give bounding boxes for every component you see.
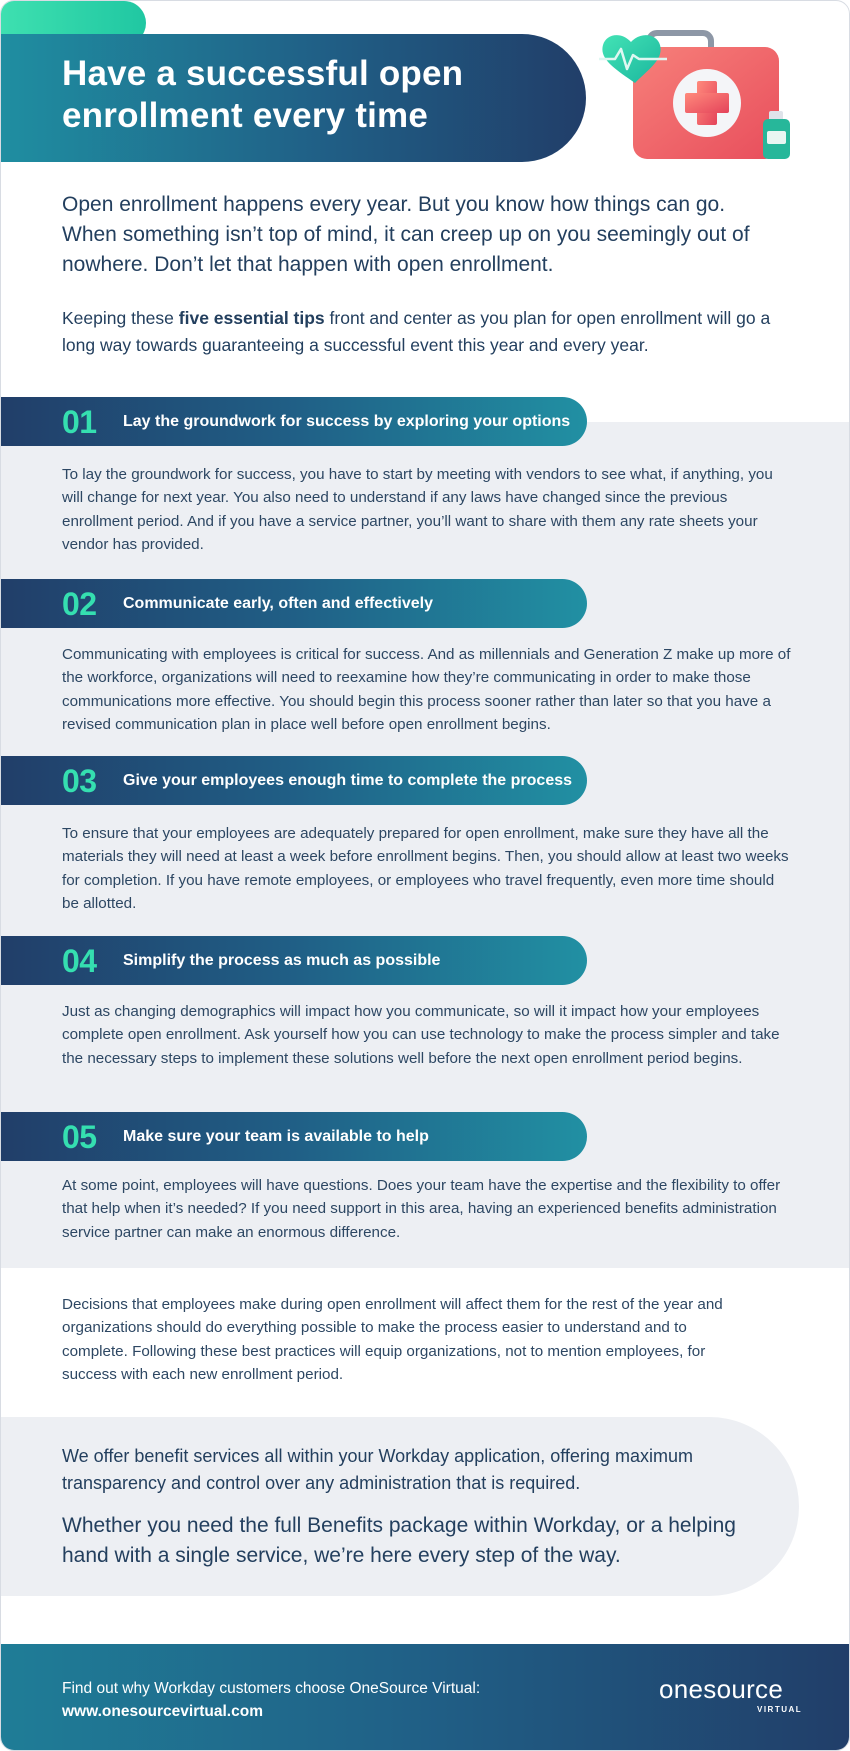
tip-body-1: To lay the groundwork for success, you have to start by meeting with vendors to see what, if anything, you will change for next year. You also need to understand if any laws have changed since the previous enrollment period. And if you have a service partner, you’ll want to share with them any rate sheets your vendor has provided. bbox=[62, 466, 773, 553]
tip-number: 05 bbox=[62, 1119, 97, 1155]
tip-header-1 bbox=[1, 397, 587, 446]
tip-header-2 bbox=[1, 579, 587, 628]
brand-logo: onesource bbox=[659, 1674, 784, 1704]
page-title bbox=[62, 53, 562, 137]
tip-body-2: Communicating with employees is critical for success. And as millennials and Generation Z make up more of the workforce, organizations will need to reexamine how they’re communicating in order to make those communications more effective. You should begin this process sooner rather than later so that you have a revised communication plan in place well before open enrollment begins. bbox=[62, 646, 791, 733]
tip-header-4 bbox=[1, 936, 587, 985]
first-aid-kit-icon bbox=[597, 29, 807, 169]
brand-logo-sub: VIRTUAL bbox=[757, 1705, 803, 1714]
tip-header-5 bbox=[1, 1112, 587, 1161]
tip-number: 01 bbox=[62, 404, 97, 440]
intro-tips-before: Keeping these bbox=[62, 308, 179, 328]
tip-title: Make sure your team is available to help bbox=[123, 1128, 429, 1145]
tip-title: Lay the groundwork for success by exploring your options bbox=[123, 413, 571, 430]
footer-url-link[interactable]: www.onesourcevirtual.com bbox=[62, 1703, 263, 1720]
tip-header-3 bbox=[1, 756, 587, 805]
tip-body-3: To ensure that your employees are adequately prepared for open enrollment, make sure they have all the materials they will need at least a week before enrollment begins. Then, you should allow at least two weeks for completion. If you have remote employees, or employees who travel frequently, even more time should be allotted. bbox=[62, 825, 789, 912]
title-line-2: enrollment every time bbox=[62, 96, 429, 135]
tip-title: Communicate early, often and effectively bbox=[123, 595, 434, 612]
footer bbox=[1, 1644, 850, 1751]
intro-tips-after: front and center as you plan for open enrollment will go a long way towards guaranteeing a successful event this year and every year. bbox=[62, 308, 771, 355]
title-line-1: Have a successful open bbox=[62, 54, 464, 93]
closing-paragraph: Decisions that employees make during open enrollment will affect them for the rest of the year and organizations should do everything possible to make the process easier to understand and to complete. Following these best practices will equip organizations, not to mention employees, for success with each new enrollment period. bbox=[62, 1296, 723, 1383]
tip-body-5: At some point, employees will have questions. Does your team have the expertise and the flexibility to offer that help when it’s needed? If you need support in this area, having an experienced benefits administration service partner can make an enormous difference. bbox=[62, 1177, 781, 1241]
footer-cta: Find out why Workday customers choose OneSource Virtual: bbox=[62, 1680, 481, 1697]
tip-title: Simplify the process as much as possible bbox=[123, 952, 441, 969]
tip-title: Give your employees enough time to complete the process bbox=[123, 772, 573, 789]
tip-number: 03 bbox=[62, 763, 97, 799]
intro-tips bbox=[62, 305, 782, 359]
tip-body-4: Just as changing demographics will impact how you communicate, so will it impact how your employees complete open enrollment. Ask yourself how you can use technology to make the process simpler and take the necessary steps to implement these solutions well before the next open enrollment period begins. bbox=[62, 1003, 780, 1067]
offer-line-1: We offer benefit services all within your Workday application, offering maximum transparency and control over any administration that is required. bbox=[62, 1446, 693, 1493]
tip-number: 04 bbox=[62, 943, 97, 979]
intro-lead: Open enrollment happens every year. But you know how things can go. When something isn’t top of mind, it can creep up on you seemingly out of nowhere. Don’t let that happen with open enrollment. bbox=[62, 193, 750, 276]
tip-number: 02 bbox=[62, 586, 97, 622]
intro-tips-bold: five essential tips bbox=[178, 308, 325, 328]
offer-line-2: Whether you need the full Benefits package within Workday, or a helping hand with a single service, we’re here every step of the way. bbox=[62, 1514, 736, 1567]
